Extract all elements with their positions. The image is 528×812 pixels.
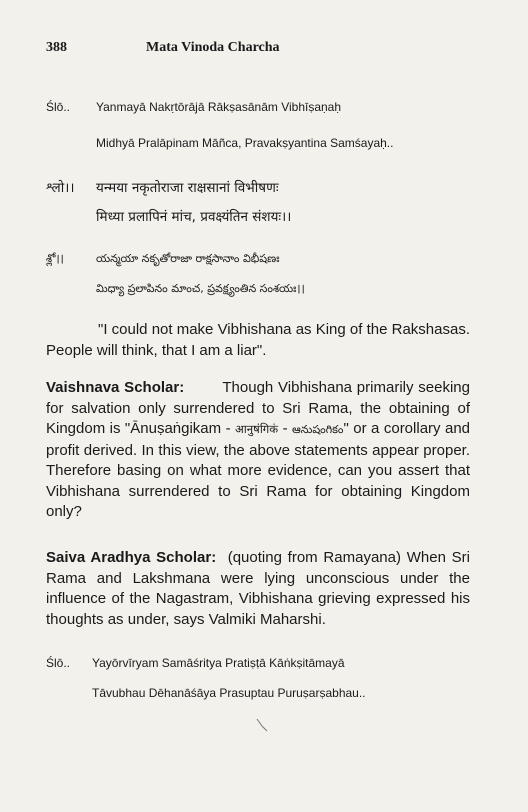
verse1-telugu-label: శ్లో।। bbox=[46, 252, 64, 265]
page-header bbox=[46, 40, 488, 60]
verse2-roman-line1: Yayōrvīryam Samāśritya Pratiṣṭā Kāṅkṣitāmayā bbox=[92, 656, 345, 670]
vaishnava-paragraph bbox=[46, 378, 470, 523]
verse1-telugu-line1: యన్మయా నకృతోరాజా రాక్షసానాం విభీషణః bbox=[96, 252, 280, 265]
vaishnava-dash: - bbox=[282, 420, 288, 437]
verse1-deva-line1: यन्मया नकृतोराजा राक्षसानां विभीषणः bbox=[96, 180, 279, 196]
vaishnava-text-a: Though Vibhishana primarily seeking for salvation only surrendered to Sri Rama, the obtaining of Kingdom is "Ānuṣaṅgikam - bbox=[46, 379, 470, 437]
vaishnava-deva-word: आनुषंगिकं bbox=[235, 422, 279, 436]
verse1-roman-label: Ślō.. bbox=[46, 100, 71, 114]
saiva-text: (quoting from Ramayana) When Sri Rama and Lakshmana were lying unconscious under the influence of the Nagastram, Vibhishana grieving expressed his thoughts as under, says Valmiki Maharshi. bbox=[46, 549, 470, 628]
vaishnava-speaker: Vaishnava Scholar: bbox=[46, 379, 185, 396]
saiva-paragraph bbox=[46, 548, 470, 630]
verse1-roman-line1: Yanmayā Nakṛtōrājā Rākṣasānām Vibhīṣaṇaḥ bbox=[96, 100, 342, 114]
vaishnava-telugu-word: ఆనుషంగికం bbox=[292, 423, 344, 436]
verse2-roman-line2: Tāvubhau Dēhanāśāya Prasuptau Puruṣarṣabhau.. bbox=[92, 686, 366, 700]
verse1-telugu-line2: మిధ్యా ప్రలాపినం మాంచ, ప్రవక్ష్యంతిన సంశయః।। bbox=[96, 282, 305, 295]
running-head: Mata Vinoda Charcha bbox=[146, 40, 280, 55]
verse1-deva-label: श्लो।। bbox=[46, 180, 75, 196]
saiva-speaker: Saiva Aradhya Scholar: bbox=[46, 549, 217, 566]
verse1-deva-line2: मिध्या प्रलापिनं मांच, प्रवक्ष्यंतिन संशयः।। bbox=[96, 209, 292, 225]
verse1-roman-line2: Midhyā Pralāpinam Māñca, Pravakṣyantina Samśayaḥ.. bbox=[96, 136, 394, 150]
verse2-roman-label: Ślō.. bbox=[46, 656, 71, 670]
translation-paragraph: "I could not make Vibhishana as King of the Rakshasas. People will think, that I am a liar". bbox=[46, 321, 470, 359]
vaishnava-text-b: " or a corollary and profit derived. In this view, the above statements appear proper. Therefore basing on what more evidence, can you assert that Vibhishana surrendered to Sri Rama for obtaining Kingdom only? bbox=[46, 420, 471, 520]
page-number: 388 bbox=[46, 40, 67, 55]
pencil-tick-mark bbox=[256, 718, 268, 732]
